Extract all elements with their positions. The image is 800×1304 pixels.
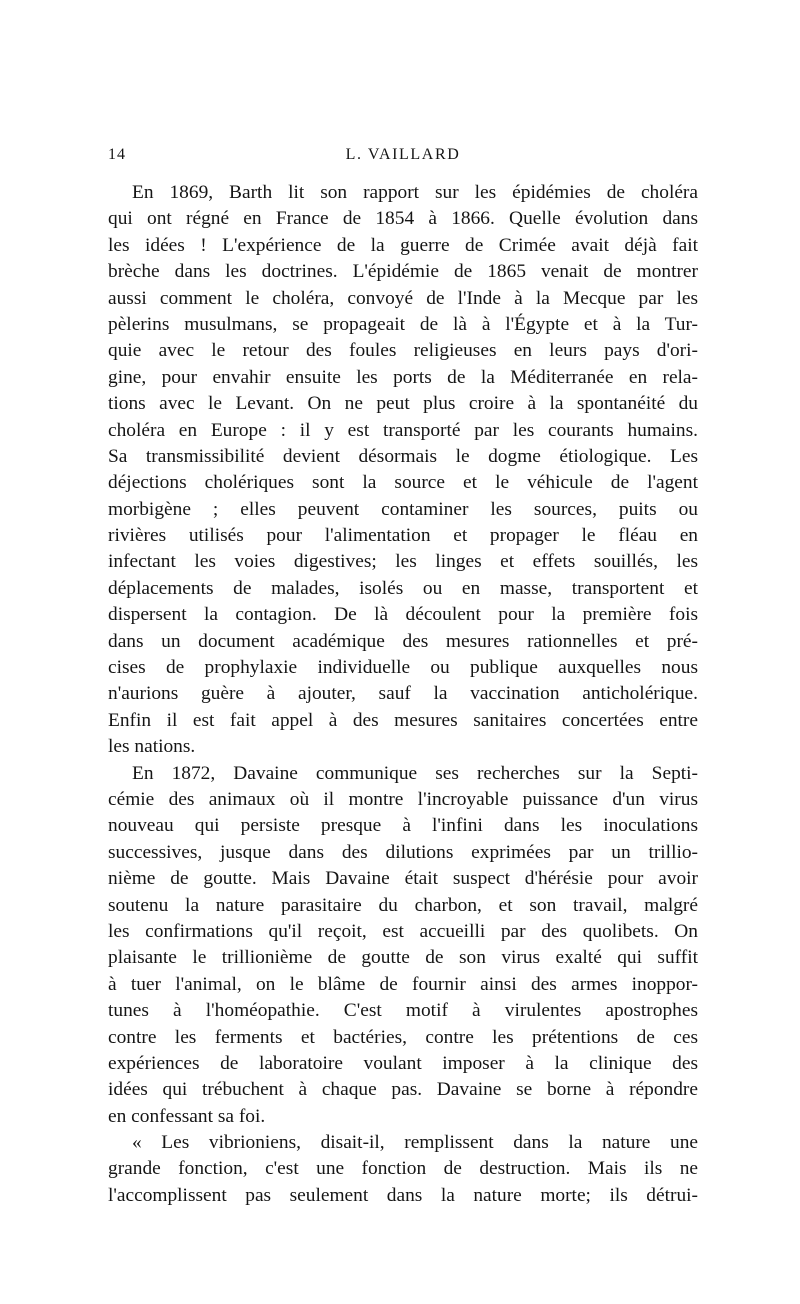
text-line: En 1872, Davaine communique ses recherches sur la Septi- bbox=[132, 762, 698, 784]
paragraph-1 bbox=[108, 180, 698, 761]
text-line: qui ont régné en France de 1854 à 1866. Quelle évolution dans bbox=[108, 208, 698, 230]
text-line: idées qui trébuchent à chaque pas. Davaine se borne à répondre bbox=[108, 1079, 698, 1101]
text-line: choléra en Europe : il y est transporté par les courants humains. bbox=[108, 419, 698, 441]
running-title: L. VAILLARD bbox=[345, 146, 461, 163]
text-line: à tuer l'animal, on le blâme de fournir ainsi des armes inoppor- bbox=[108, 973, 698, 995]
text-line: contre les ferments et bactéries, contre les prétentions de ces bbox=[108, 1026, 698, 1048]
text-line: dans un document académique des mesures rationnelles et pré- bbox=[108, 630, 698, 652]
text-line: cémie des animaux où il montre l'incroyable puissance d'un virus bbox=[108, 788, 698, 810]
text-line: les idées ! L'expérience de la guerre de Crimée avait déjà fait bbox=[108, 234, 698, 256]
text-line: rivières utilisés pour l'alimentation et propager le fléau en bbox=[108, 525, 698, 547]
text-line: Enfin il est fait appel à des mesures sanitaires concertées entre bbox=[108, 709, 698, 731]
text-line: déjections cholériques sont la source et le véhicule de l'agent bbox=[108, 472, 698, 494]
text-line: en confessant sa foi. bbox=[108, 1105, 266, 1127]
text-line: déplacements de malades, isolés ou en masse, transportent et bbox=[108, 577, 698, 599]
text-line: quie avec le retour des foules religieuses en leurs pays d'ori- bbox=[108, 340, 698, 362]
text-line: soutenu la nature parasitaire du charbon, et son travail, malgré bbox=[108, 894, 698, 916]
text-line: brèche dans les doctrines. L'épidémie de 1865 venait de montrer bbox=[108, 261, 698, 283]
text-line: successives, jusque dans des dilutions exprimées par un trillio- bbox=[108, 841, 698, 863]
running-head bbox=[108, 146, 698, 172]
text-line: aussi comment le choléra, convoyé de l'Inde à la Mecque par les bbox=[108, 287, 698, 309]
text-line: l'accomplissent pas seulement dans la nature morte; ils détrui- bbox=[108, 1184, 698, 1206]
text-line: Sa transmissibilité devient désormais le dogme étiologique. Les bbox=[108, 445, 698, 467]
text-line: les confirmations qu'il reçoit, est accueilli par des quolibets. On bbox=[108, 920, 698, 942]
text-line: expériences de laboratoire voulant imposer à la clinique des bbox=[108, 1052, 698, 1074]
text-line: nouveau qui persiste presque à l'infini dans les inoculations bbox=[108, 815, 698, 837]
paragraph-2 bbox=[108, 761, 698, 1130]
text-line: morbigène ; elles peuvent contaminer les sources, puits ou bbox=[108, 498, 698, 520]
paragraph-3 bbox=[108, 1130, 698, 1209]
text-line: grande fonction, c'est une fonction de destruction. Mais ils ne bbox=[108, 1158, 698, 1180]
text-line: les nations. bbox=[108, 736, 196, 758]
page-number: 14 bbox=[108, 146, 126, 163]
text-line: « Les vibrioniens, disait-il, remplissent dans la nature une bbox=[132, 1132, 698, 1154]
text-line: tions avec le Levant. On ne peut plus croire à la spontanéité du bbox=[108, 393, 698, 415]
text-line: pèlerins musulmans, se propageait de là à l'Égypte et à la Tur- bbox=[108, 313, 698, 335]
text-line: gine, pour envahir ensuite les ports de la Méditerranée en rela- bbox=[108, 366, 698, 388]
text-line: n'aurions guère à ajouter, sauf la vaccination anticholérique. bbox=[108, 683, 698, 705]
text-line: cises de prophylaxie individuelle ou publique auxquelles nous bbox=[108, 657, 698, 679]
text-line: infectant les voies digestives; les linges et effets souillés, les bbox=[108, 551, 698, 573]
body-text bbox=[108, 180, 698, 1209]
text-line: En 1869, Barth lit son rapport sur les épidémies de choléra bbox=[132, 182, 698, 203]
text-line: nième de goutte. Mais Davaine était suspect d'hérésie pour avoir bbox=[108, 868, 698, 890]
text-line: plaisante le trillionième de goutte de son virus exalté qui suffit bbox=[108, 947, 698, 969]
text-line: dispersent la contagion. De là découlent pour la première fois bbox=[108, 604, 698, 626]
text-line: tunes à l'homéopathie. C'est motif à virulentes apostrophes bbox=[108, 1000, 698, 1022]
